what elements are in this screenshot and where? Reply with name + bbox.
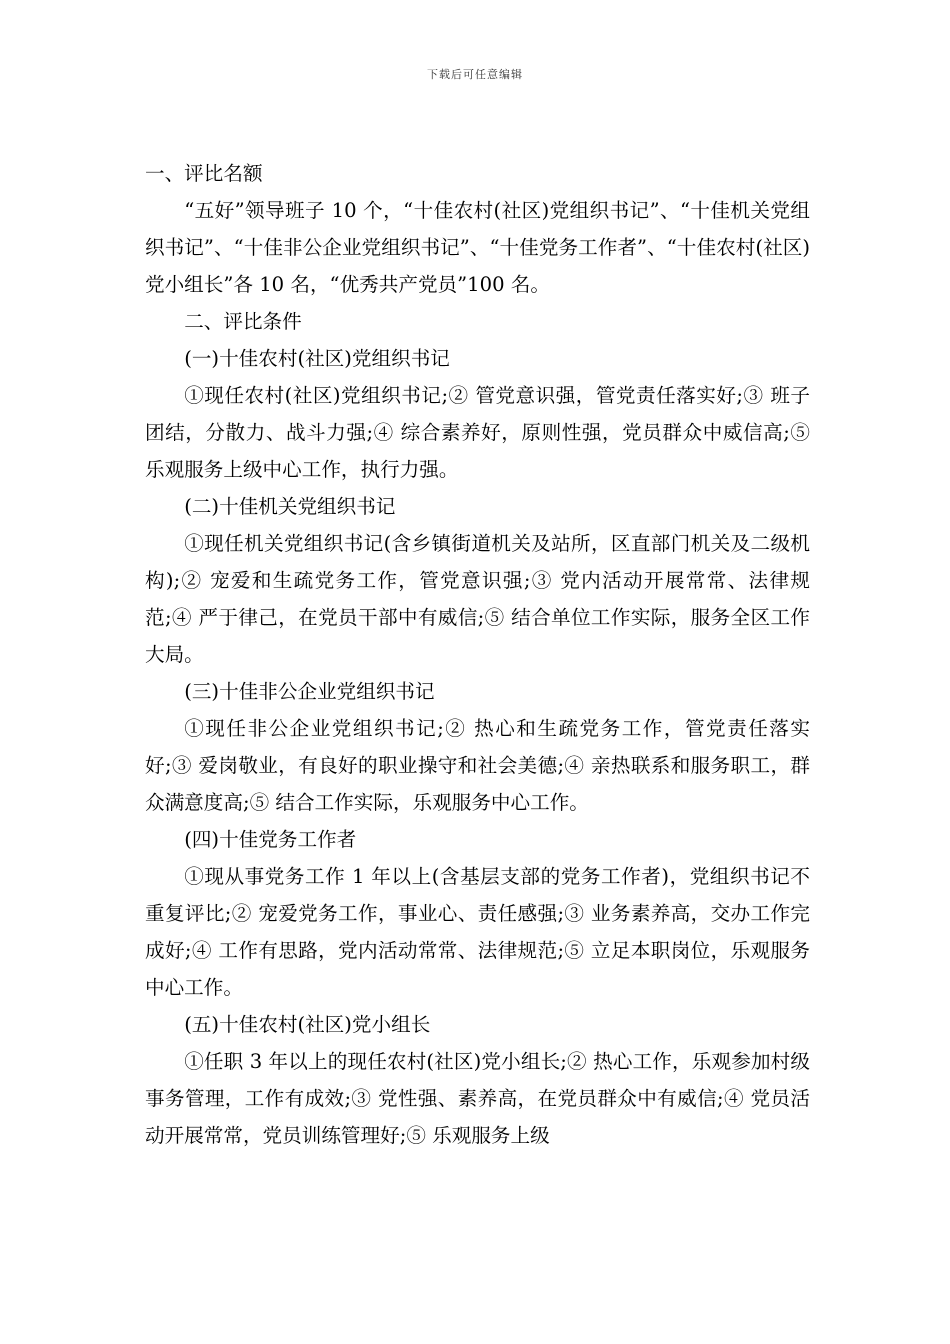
- subheading-organ-secretary: (二)十佳机关党组织书记: [184, 495, 396, 518]
- subheading-party-worker: (四)十佳党务工作者: [184, 828, 357, 851]
- section-heading-conditions: 二、评比条件: [184, 310, 302, 333]
- paragraph-organ-secretary: ①现任机关党组织书记(含乡镇街道机关及站所，区直部门机关及二级机构);② 宠爱和生疏党务工作，管党意识强;③ 党内活动开展常常、法律规范;④ 严于律己，在党员干部中有威信;⑤ 结合单位工作实际，服务全区工作大局。: [145, 532, 810, 666]
- paragraph-enterprise-secretary: ①现任非公企业党组织书记;② 热心和生疏党务工作，管党责任落实好;③ 爱岗敬业，有良好的职业操守和社会美德;④ 亲热联系和服务职工，群众满意度高;⑤ 结合工作实际，乐观服务中心工作。: [145, 717, 810, 814]
- paragraph-quota: “五好”领导班子 10 个，“十佳农村(社区)党组织书记”、“十佳机关党组织书记”、“十佳非公企业党组织书记”、“十佳党务工作者”、“十佳农村(社区)党小组长”各 10 名，“优秀共产党员”100 名。: [145, 199, 810, 296]
- document-body: [145, 155, 810, 1154]
- paragraph-group-leader: ①任职 3 年以上的现任农村(社区)党小组长;② 热心工作，乐观参加村级事务管理，工作有成效;③ 党性强、素养高，在党员群众中有威信;④ 党员活动开展常常，党员训练管理好;⑤ 乐观服务上级: [145, 1050, 810, 1147]
- subheading-rural-secretary: (一)十佳农村(社区)党组织书记: [184, 347, 450, 370]
- section-heading-quota: 一、评比名额: [145, 162, 263, 185]
- paragraph-rural-secretary: ①现任农村(社区)党组织书记;② 管党意识强，管党责任落实好;③ 班子团结，分散力、战斗力强;④ 综合素养好，原则性强，党员群众中威信高;⑤ 乐观服务上级中心工作，执行力强。: [145, 384, 810, 481]
- paragraph-party-worker: ①现从事党务工作 1 年以上(含基层支部的党务工作者)，党组织书记不重复评比;② 宠爱党务工作，事业心、责任感强;③ 业务素养高，交办工作完成好;④ 工作有思路，党内活动常常、法律规范;⑤ 立足本职岗位，乐观服务中心工作。: [145, 865, 810, 999]
- page-header: 下载后可任意编辑: [427, 68, 523, 81]
- subheading-enterprise-secretary: (三)十佳非公企业党组织书记: [184, 680, 435, 703]
- subheading-group-leader: (五)十佳农村(社区)党小组长: [184, 1013, 431, 1036]
